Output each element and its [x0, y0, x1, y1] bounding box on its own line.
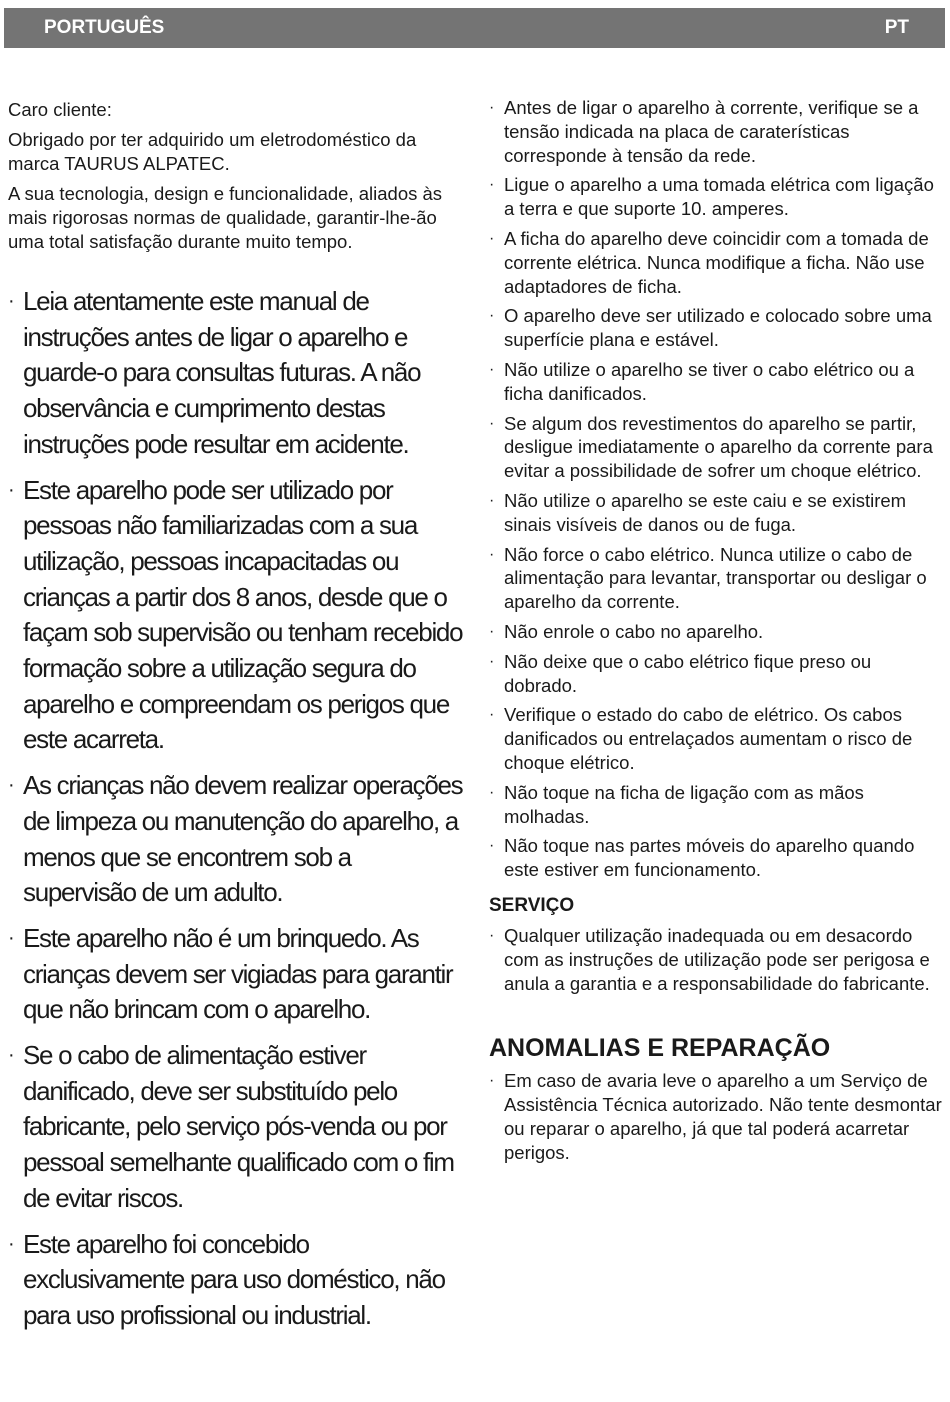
greeting: Caro cliente: — [8, 99, 112, 120]
warning-item — [8, 768, 466, 911]
bullet-icon: · — [8, 774, 15, 797]
safety-list — [489, 96, 944, 882]
warning-item — [8, 1038, 466, 1217]
safety-text: Não enrole o cabo no aparelho. — [504, 620, 764, 642]
bullet-icon: · — [489, 706, 495, 724]
service-item — [489, 924, 944, 995]
warning-text: Este aparelho foi concebido exclusivamente para uso doméstico, não para uso profissional ou industrial. — [23, 1228, 445, 1330]
repair-list — [489, 1069, 944, 1164]
safety-text: Não utilize o aparelho se este caiu e se existirem sinais visíveis de danos ou de fuga. — [504, 489, 907, 535]
bullet-icon: · — [489, 491, 495, 509]
warning-text: Leia atentamente este manual de instruções antes de ligar o aparelho e guarde-o para consultas futuras. A não observância e cumprimento destas instruções pode resultar em acidente. — [23, 286, 421, 459]
safety-text: A ficha do aparelho deve coincidir com a tomada de corrente elétrica. Nunca modifique a ficha. Não use adaptadores de ficha. — [504, 227, 929, 297]
bullet-icon: · — [8, 926, 15, 949]
bullet-icon: · — [489, 622, 495, 640]
safety-text: Ligue o aparelho a uma tomada elétrica com ligação a terra e que suporte 10. amperes. — [504, 174, 934, 220]
safety-item — [489, 227, 944, 298]
safety-text: Antes de ligar o aparelho à corrente, verifique se a tensão indicada na placa de caraterísticas corresponde à tensão da rede. — [504, 97, 919, 166]
safety-item — [489, 703, 944, 774]
safety-item — [489, 620, 944, 644]
safety-item — [489, 173, 944, 221]
safety-text: Não utilize o aparelho se tiver o cabo elétrico ou a ficha danificados. — [504, 358, 915, 404]
intro-text — [8, 98, 466, 254]
warning-text: As crianças não devem realizar operações de limpeza ou manutenção do aparelho, a menos que se encontrem sob a supervisão de um adulto. — [23, 770, 463, 908]
safety-text: Não force o cabo elétrico. Nunca utilize o cabo de alimentação para levantar, transportar ou desligar o aparelho da corrente. — [504, 543, 927, 613]
language-code: PT — [884, 17, 909, 38]
quality-paragraph: A sua tecnologia, design e funcionalidade, aliados às mais rigorosas normas de qualidade, garantir-lhe-ão uma total satisfação durante muito tempo. — [8, 183, 443, 252]
safety-text: Não toque nas partes móveis do aparelho quando este estiver em funcionamento. — [504, 835, 915, 881]
service-text: Qualquer utilização inadequada ou em desacordo com as instruções de utilização pode ser perigosa e anula a garantia e a responsabilidade do fabricante. — [504, 924, 930, 994]
warning-text: Este aparelho pode ser utilizado por pessoas não familiarizadas com a sua utilização, pessoas incapacitadas ou crianças a partir dos 8 anos, desde que o façam sob supervisão ou tenham recebido formação sobre a utilização segura do aparelho e compreendam os perigos que este acarreta. — [23, 474, 463, 755]
safety-item — [489, 412, 944, 483]
repair-item — [489, 1069, 944, 1164]
safety-item — [489, 489, 944, 537]
repair-text: Em caso de avaria leve o aparelho a um Serviço de Assistência Técnica autorizado. Não tente desmontar ou reparar o aparelho, já que tal poderá acarretar perigos. — [504, 1070, 942, 1163]
bullet-icon: · — [489, 783, 495, 801]
bullet-icon: · — [8, 1232, 15, 1255]
warning-item — [8, 284, 466, 463]
service-heading: SERVIÇO — [489, 894, 575, 916]
warning-text: Se o cabo de alimentação estiver danificado, deve ser substituído pelo fabricante, pelo serviço pós-venda ou por pessoal semelhante qualificado com o fim de evitar riscos. — [23, 1040, 454, 1213]
warning-item — [8, 1227, 466, 1334]
bullet-icon: · — [489, 360, 495, 378]
language-label: PORTUGUÊS — [44, 17, 165, 38]
bullet-icon: · — [489, 307, 495, 325]
safety-item — [489, 96, 944, 167]
bullet-icon: · — [489, 414, 495, 432]
warning-item — [8, 473, 466, 759]
safety-item — [489, 834, 944, 882]
thanks-paragraph: Obrigado por ter adquirido um eletrodoméstico da marca TAURUS ALPATEC. — [8, 129, 417, 174]
bullet-icon: · — [489, 229, 495, 247]
bullet-icon: · — [489, 545, 495, 563]
bullet-icon: · — [489, 1072, 495, 1090]
bullet-icon: · — [489, 176, 495, 194]
bullet-icon: · — [489, 652, 495, 670]
bullet-icon: · — [489, 99, 495, 116]
warnings-list — [8, 284, 466, 1334]
bullet-icon: · — [8, 290, 15, 312]
safety-text: Não deixe que o cabo elétrico fique preso ou dobrado. — [504, 650, 872, 696]
safety-item — [489, 358, 944, 406]
bullet-icon: · — [489, 837, 495, 855]
warning-item — [8, 921, 466, 1028]
safety-item — [489, 781, 944, 829]
warning-text: Este aparelho não é um brinquedo. As crianças devem ser vigiadas para garantir que não brincam com o aparelho. — [23, 922, 453, 1025]
right-column — [489, 96, 944, 1170]
safety-item — [489, 543, 944, 614]
safety-text: O aparelho deve ser utilizado e colocado sobre uma superfície plana e estável. — [504, 305, 932, 351]
safety-text: Não toque na ficha de ligação com as mãos molhadas. — [504, 781, 864, 827]
repair-heading: ANOMALIAS E REPARAÇÃO — [489, 1034, 831, 1063]
left-column — [8, 98, 466, 1344]
bullet-icon: · — [8, 478, 15, 501]
language-header-bar — [4, 8, 945, 48]
service-list — [489, 924, 944, 995]
safety-text: Verifique o estado do cabo de elétrico. Os cabos danificados ou entrelaçados aumentam o risco de choque elétrico. — [504, 704, 913, 773]
safety-text: Se algum dos revestimentos do aparelho se partir, desligue imediatamente o aparelho da corrente para evitar a possibilidade de sofrer um choque elétrico. — [504, 412, 933, 482]
bullet-icon: · — [489, 926, 495, 944]
bullet-icon: · — [8, 1044, 15, 1067]
safety-item — [489, 304, 944, 352]
safety-item — [489, 650, 944, 698]
